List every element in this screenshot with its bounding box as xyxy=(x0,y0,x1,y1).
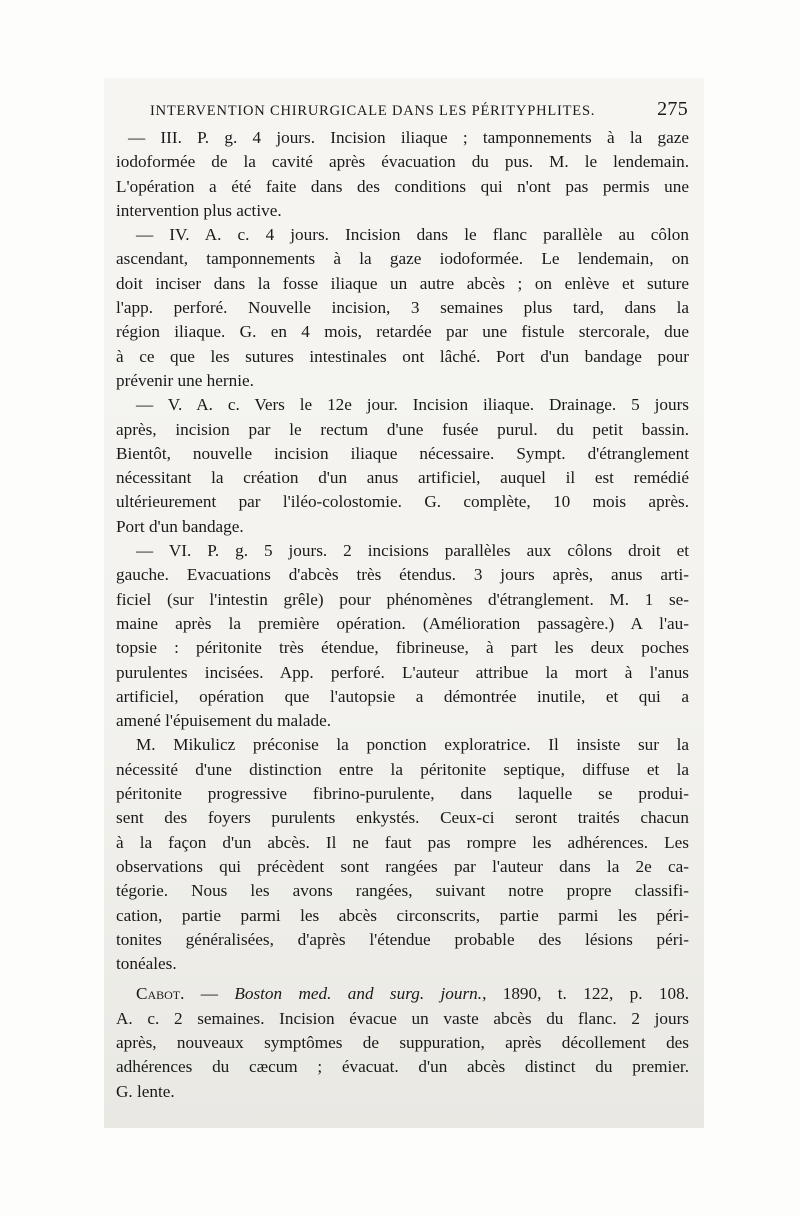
text-line: ficiel (sur l'intestin grêle) pour phénomènes d'étranglement. M. 1 se- xyxy=(116,589,689,609)
text-line: tonéales. xyxy=(116,954,177,974)
paragraph-mikulicz-discussion xyxy=(116,733,689,976)
text-line: iodoformée de la cavité après évacuation du pus. M. le lendemain. xyxy=(116,152,689,172)
text-line: — III. P. g. 4 jours. Incision iliaque ; tamponnements à la gaze xyxy=(128,128,689,147)
text-line: G. lente. xyxy=(116,1081,175,1101)
text-line: A. c. 2 semaines. Incision évacue un vaste abcès du flanc. 2 jours xyxy=(116,1008,689,1028)
text-line: topsie : péritonite très étendue, fibrineuse, à part les deux poches xyxy=(116,638,689,658)
text-line: région iliaque. G. en 4 mois, retardée par une fistule stercorale, due xyxy=(116,322,689,342)
page-number: 275 xyxy=(657,98,688,120)
citation-author: Cabot. xyxy=(136,984,185,1004)
page-body xyxy=(116,126,689,1104)
text-line: Port d'un bandage. xyxy=(116,516,244,536)
running-header xyxy=(150,98,688,121)
text-line: intervention plus active. xyxy=(116,200,282,220)
text-line: après, nouveaux symptômes de suppuration, après décollement des xyxy=(116,1032,689,1052)
paragraph-case-vi xyxy=(116,539,689,733)
text-line: péritonite progressive fibrino-purulente, dans laquelle se produi- xyxy=(116,784,689,804)
text-line: nécessité d'une distinction entre la péritonite septique, diffuse et la xyxy=(116,759,689,779)
text-line: ultérieurement par l'iléo-colostomie. G. complète, 10 mois après. xyxy=(116,492,689,512)
text-line: cation, partie parmi les abcès circonscrits, partie parmi les péri- xyxy=(116,905,689,925)
text-line: adhérences du cæcum ; évacuat. d'un abcès distinct du premier. xyxy=(116,1057,689,1077)
text-line: — IV. A. c. 4 jours. Incision dans le flanc parallèle au côlon xyxy=(136,225,689,245)
text-line: amené l'épuisement du malade. xyxy=(116,711,331,731)
text-line: artificiel, opération que l'autopsie a démontrée inutile, et qui a xyxy=(116,686,689,706)
paragraph-case-iii xyxy=(116,126,689,223)
text-line: M. Mikulicz préconise la ponction exploratrice. Il insiste sur la xyxy=(136,735,689,755)
text-line: purulentes incisées. App. perforé. L'auteur attribue la mort à l'anus xyxy=(116,662,689,682)
text-line: L'opération a été faite dans des conditions qui n'ont pas permis une xyxy=(116,176,689,196)
paragraph-case-iv xyxy=(116,223,689,393)
text-line: à ce que les sutures intestinales ont lâché. Port d'un bandage pour xyxy=(116,346,689,366)
text-line: après, incision par le rectum d'une fusée purul. du petit bassin. xyxy=(116,419,689,439)
text-line: sent des foyers purulents enkystés. Ceux-ci seront traités chacun xyxy=(116,808,689,828)
text-line: l'app. perforé. Nouvelle incision, 3 semaines plus tard, dans la xyxy=(116,298,689,318)
running-head-title: INTERVENTION CHIRURGICALE DANS LES PÉRITYPHLITES. xyxy=(150,103,596,119)
paragraph-cabot-citation xyxy=(116,982,689,1103)
citation-journal: Boston med. and surg. journ. xyxy=(234,984,483,1004)
text-line: tonites généralisées, d'après l'étendue probable des lésions péri- xyxy=(116,929,689,949)
citation-details: , 1890, t. 122, p. 108. xyxy=(482,984,690,1004)
paragraph-case-v xyxy=(116,393,689,539)
text-line: gauche. Evacuations d'abcès très étendus. 3 jours après, anus arti- xyxy=(116,565,689,585)
text-line: maine après la première opération. (Amélioration passagère.) A l'au- xyxy=(116,613,689,633)
text-line: prévenir une hernie. xyxy=(116,370,254,390)
text-line: ascendant, tamponnements à la gaze iodoformée. Le lendemain, on xyxy=(116,249,689,269)
text-line: Bientôt, nouvelle incision iliaque nécessaire. Sympt. d'étranglement xyxy=(116,443,689,463)
text-line: nécessitant la création d'un anus artificiel, auquel il est remédié xyxy=(116,468,689,488)
text-line: observations qui précèdent sont rangées par l'auteur dans la 2e ca- xyxy=(116,856,689,876)
text-line: — V. A. c. Vers le 12e jour. Incision iliaque. Drainage. 5 jours xyxy=(136,395,689,415)
text-line: doit inciser dans la fosse iliaque un autre abcès ; on enlève et suture xyxy=(116,273,689,293)
text-line: — VI. P. g. 5 jours. 2 incisions parallèles aux côlons droit et xyxy=(136,541,689,561)
text-line: tégorie. Nous les avons rangées, suivant notre propre classifi- xyxy=(116,881,689,901)
citation-line: Cabot. — Boston med. and surg. journ., 1890, t. 122, p. 108. xyxy=(136,984,690,1004)
text-line: à la façon d'un abcès. Il ne faut pas rompre les adhérences. Les xyxy=(116,832,689,852)
